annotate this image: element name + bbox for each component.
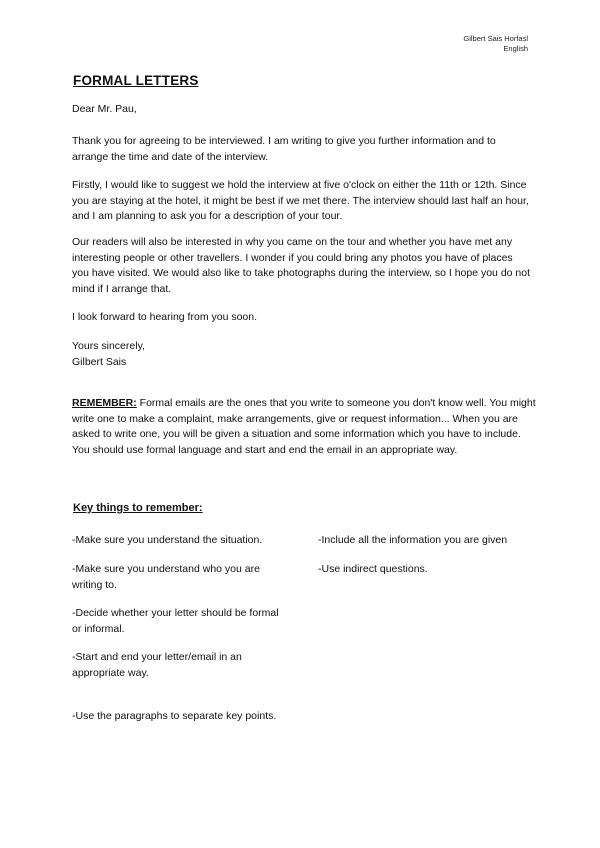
key-things-left-column xyxy=(72,533,287,753)
remember-paragraph xyxy=(72,396,540,443)
key-things-right-column xyxy=(318,533,538,593)
remember-text-2: You should use formal language and start and end the email in an appropriate way. xyxy=(72,443,458,456)
key-thing-item: -Include all the information you are given xyxy=(318,534,508,546)
letter-paragraph-2-wrap xyxy=(72,178,532,225)
key-thing-item: -Use the paragraphs to separate key points. xyxy=(72,710,277,722)
author-name: Gilbert Sais Horfasl xyxy=(463,34,528,43)
letter-signature: Gilbert Sais xyxy=(72,355,127,368)
letter-body xyxy=(72,102,532,118)
letter-paragraph-4-wrap xyxy=(72,310,532,326)
document-header xyxy=(463,34,528,54)
letter-greeting: Dear Mr. Pau, xyxy=(72,103,137,115)
letter-paragraph-1: Thank you for agreeing to be interviewed. I am writing to give you further information and to arrange the time and date of the interview. xyxy=(72,135,496,163)
key-things-title: Key things to remember: xyxy=(73,502,203,514)
letter-paragraph-3: Our readers will also be interested in why you came on the tour and whether you have met any interesting people or other travellers. I wonder if you could bring any photos you have of places you have visited. We would also like to take photographs during the interview, so I hope you do not mind if I arrange that. xyxy=(72,236,531,295)
page-title: FORMAL LETTERS xyxy=(73,73,199,88)
letter-paragraph-1-wrap xyxy=(72,134,532,165)
key-thing-item: -Start and end your letter/email in an appropriate way. xyxy=(72,651,242,679)
remember-label: REMEMBER: xyxy=(72,397,137,409)
key-thing-item: -Make sure you understand the situation. xyxy=(72,534,263,546)
remember-note xyxy=(72,396,540,458)
key-thing-item: -Decide whether your letter should be formal or informal. xyxy=(72,607,279,635)
key-thing-item: -Make sure you understand who you are writing to. xyxy=(72,563,260,591)
letter-paragraph-4: I look forward to hearing from you soon. xyxy=(72,311,258,323)
letter-paragraph-3-wrap xyxy=(72,235,532,297)
remember-text: Formal emails are the ones that you write to someone you don't know well. You might write one to make a complaint, make arrangements, give or request information... When you are asked to write one, you will be given a situation and some information which you have to include. xyxy=(72,397,536,440)
letter-signoff xyxy=(72,339,532,370)
key-thing-item: -Use indirect questions. xyxy=(318,563,428,575)
letter-closing: Yours sincerely, xyxy=(72,340,145,352)
letter-paragraph-2: Firstly, I would like to suggest we hold the interview at five o'clock on either the 11th or 12th. Since you are staying at the hotel, it might be best if we met there. The interview should last half an hour, and I am planning to ask you for a description of your tour. xyxy=(72,179,529,222)
subject-label: English xyxy=(503,44,528,53)
